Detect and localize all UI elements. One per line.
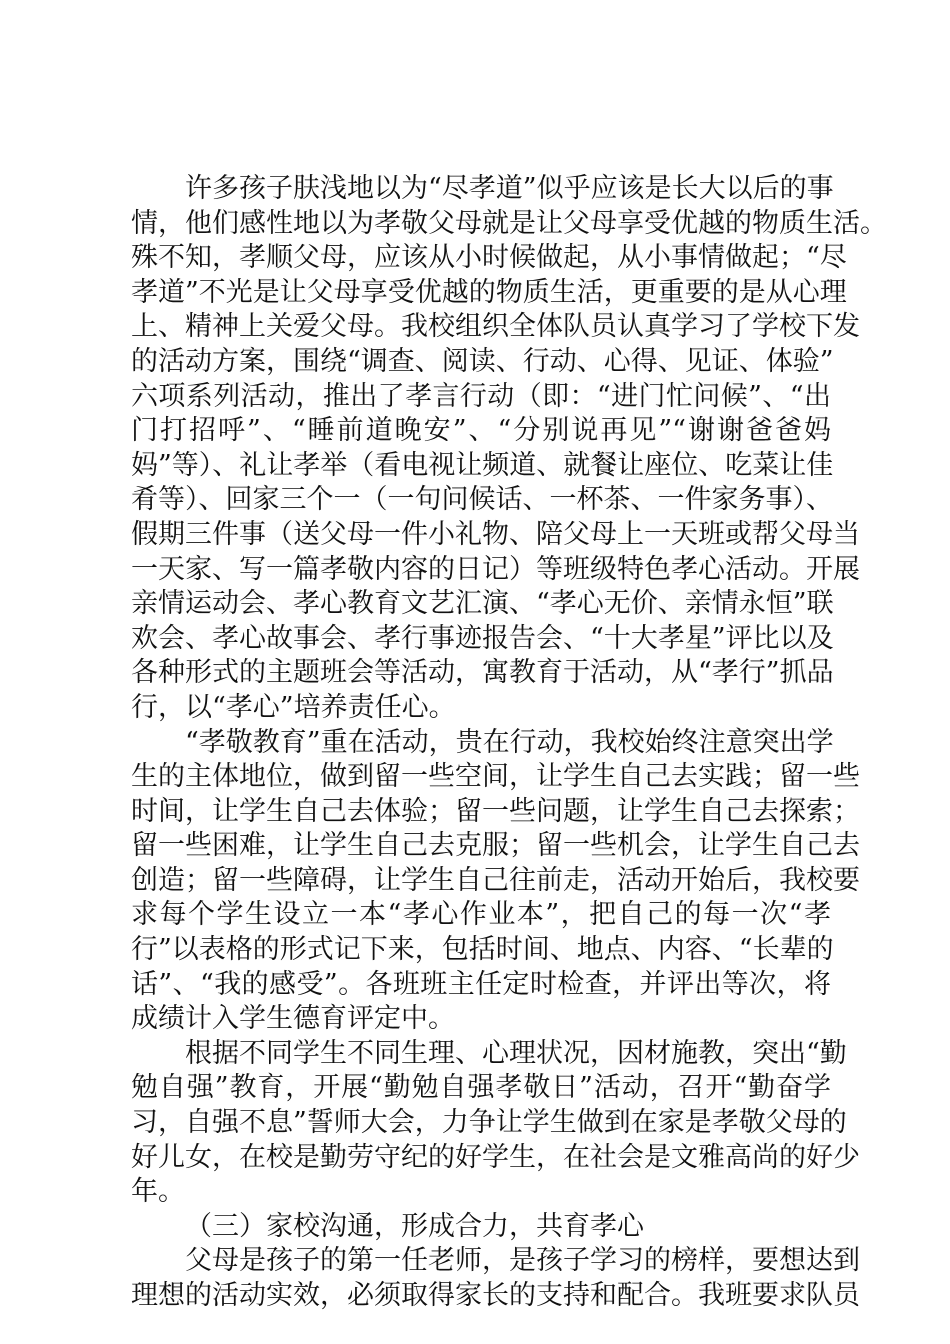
paragraph-2: [131, 726, 860, 1037]
text-line: 行，以“孝心”培养责任心。: [131, 691, 456, 723]
text-line: 各种形式的主题班会等活动，寓教育于活动，从“孝行”抓品: [131, 657, 834, 689]
paragraph-4: [131, 1244, 860, 1313]
text-line: 亲情运动会、孝心教育文艺汇演、“孝心无价、亲情永恒”联: [131, 588, 834, 620]
text-line: 欢会、孝心故事会、孝行事迹报告会、“十大孝星”评比以及: [131, 622, 834, 654]
text-line: 许多孩子肤浅地以为“尽孝道”似乎应该是长大以后的事: [185, 173, 834, 204]
text-line: 年。: [131, 1176, 185, 1208]
text-line: 勉自强”教育，开展“勤勉自强孝敬日”活动，召开“勤奋学: [131, 1072, 831, 1104]
paragraph-1: [131, 172, 887, 726]
text-line: 一天家、写一篇孝敬内容的日记）等班级特色孝心活动。开展: [131, 553, 860, 585]
text-line: 门打招呼”、“睡前道晚安”、“分别说再见”“谢谢爸爸妈: [131, 415, 831, 447]
text-line: 情，他们感性地以为孝敬父母就是让父母享受优越的物质生活。: [131, 207, 887, 239]
section-heading: （三）家校沟通，形成合力，共育孝心: [185, 1210, 644, 1242]
text-line: 孝道”不光是让父母享受优越的物质生活，更重要的是从心理: [131, 276, 847, 308]
text-line: 理想的活动实效，必须取得家长的支持和配合。我班要求队员: [131, 1280, 860, 1311]
text-line: 成绩计入学生德育评定中。: [131, 1003, 455, 1035]
text-line: 肴等）、回家三个一（一句问候话、一杯茶、一件家务事）、: [131, 484, 833, 516]
text-line: 创造；留一些障碍，让学生自己往前走，活动开始后，我校要: [131, 864, 860, 896]
text-line: 习，自强不息”誓师大会，力争让学生做到在家是孝敬父母的: [131, 1107, 847, 1139]
text-line: 生的主体地位，做到留一些空间，让学生自己去实践；留一些: [131, 761, 860, 793]
text-line: 六项系列活动，推出了孝言行动（即：“进门忙问候”、“出: [131, 380, 831, 412]
document-body: [131, 172, 887, 1314]
text-line: “孝敬教育”重在活动，贵在行动，我校始终注意突出学: [185, 726, 834, 758]
text-line: 父母是孩子的第一任老师，是孩子学习的榜样，要想达到: [185, 1245, 860, 1277]
text-line: 求每个学生设立一本“孝心作业本”，把自己的每一次“孝: [131, 899, 831, 931]
text-line: 好儿女，在校是勤劳守纪的好学生，在社会是文雅高尚的好少: [131, 1141, 860, 1173]
text-line: 留一些困难，让学生自己去克服；留一些机会，让学生自己去: [131, 830, 860, 862]
text-line: 上、精神上关爱父母。我校组织全体队员认真学习了学校下发: [131, 311, 860, 343]
text-line: 殊不知，孝顺父母，应该从小时候做起，从小事情做起；“尽: [131, 242, 847, 274]
text-line: 的活动方案，围绕“调查、阅读、行动、心得、见证、体验”: [131, 345, 834, 377]
text-line: 行”以表格的形式记下来，包括时间、地点、内容、“长辈的: [131, 934, 834, 966]
text-line: 根据不同学生不同生理、心理状况，因材施教，突出“勤: [185, 1037, 847, 1069]
text-line: 假期三件事（送父母一件小礼物、陪父母上一天班或帮父母当: [131, 518, 860, 550]
paragraph-3: [131, 1037, 860, 1210]
text-line: 时间，让学生自己去体验；留一些问题，让学生自己去探索；: [131, 795, 860, 827]
text-line: 妈”等）、礼让孝举（看电视让频道、就餐让座位、吃菜让佳: [131, 449, 834, 481]
text-line: 话”、“我的感受”。各班班主任定时检查，并评出等次，将: [131, 968, 831, 1000]
